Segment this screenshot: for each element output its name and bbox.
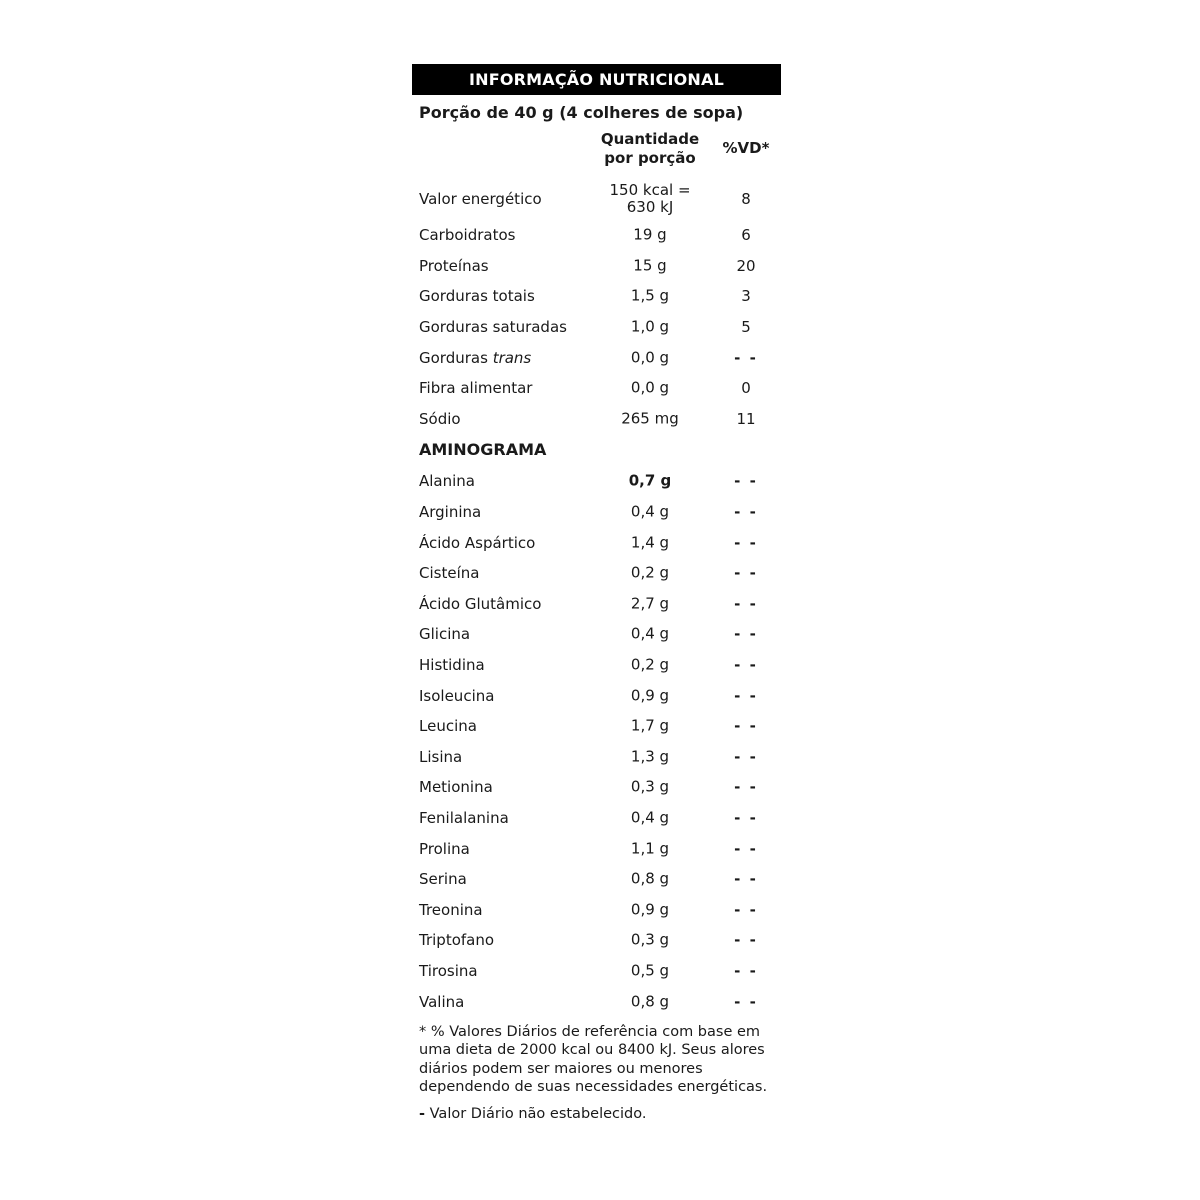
nutrient-name-prefix: Gorduras xyxy=(419,348,493,367)
aminoacid-row xyxy=(412,711,781,742)
nutrient-quantity: 15 g xyxy=(633,256,667,275)
aminoacid-row xyxy=(412,986,781,1017)
aminoacid-name: Valina xyxy=(419,992,465,1011)
nutrient-quantity: 1,5 g xyxy=(630,286,670,305)
nutrient-row-trans-fat xyxy=(412,342,781,373)
aminoacid-name: Tirosina xyxy=(419,961,478,980)
aminoacid-row xyxy=(412,589,781,620)
column-headers xyxy=(412,130,781,178)
nutrient-quantity: 0,0 g xyxy=(630,348,670,367)
aminoacid-quantity: 0,9 g xyxy=(630,900,670,919)
aminoacid-quantity: 1,4 g xyxy=(630,533,670,552)
aminoacid-name: Cisteína xyxy=(419,564,480,583)
daily-value-footnote: * % Valores Diários de referência com base em uma dieta de 2000 kcal ou 8400 kJ. Seus alores diários podem ser maiores ou menores dependendo de suas necessidades energéticas. xyxy=(419,1023,768,1096)
aminoacid-name: Glicina xyxy=(419,625,471,644)
aminoacid-name: Serina xyxy=(419,870,467,889)
aminoacid-name: Alanina xyxy=(419,472,475,491)
aminoacid-daily-value: - - xyxy=(734,564,758,583)
header-daily-value: %VD* xyxy=(722,139,770,157)
aminoacid-row xyxy=(412,803,781,834)
aminoacid-daily-value: - - xyxy=(734,472,758,491)
aminoacid-name: Triptofano xyxy=(419,931,495,950)
nutrient-name: Valor energético xyxy=(419,190,542,208)
legend-mark: - xyxy=(419,1106,426,1123)
nutrient-row-proteins xyxy=(412,251,781,282)
aminoacid-daily-value: - - xyxy=(734,931,758,950)
nutrient-daily-value: 5 xyxy=(741,318,751,337)
aminoacid-daily-value: - - xyxy=(734,503,758,522)
aminoacid-daily-value: - - xyxy=(734,839,758,858)
aminoacid-quantity: 1,3 g xyxy=(630,747,670,766)
serving-size: Porção de 40 g (4 colheres de sopa) xyxy=(419,103,744,122)
aminoacid-daily-value: - - xyxy=(734,594,758,613)
nutrients-table xyxy=(412,178,781,434)
nutrient-quantity-line1: 150 kcal = xyxy=(609,181,691,199)
nutrient-quantity: 265 mg xyxy=(621,409,679,428)
aminoacid-daily-value: - - xyxy=(734,992,758,1011)
aminoacid-quantity: 0,4 g xyxy=(630,808,670,827)
aminoacid-row xyxy=(412,894,781,925)
nutrient-daily-value: 11 xyxy=(736,409,756,428)
aminoacid-daily-value: - - xyxy=(734,747,758,766)
aminoacid-row xyxy=(412,925,781,956)
nutrient-row-total-fat xyxy=(412,281,781,312)
aminoacid-quantity: 2,7 g xyxy=(630,594,670,613)
nutrient-daily-value: 20 xyxy=(736,256,756,275)
nutrient-name: Proteínas xyxy=(419,256,489,275)
nutrient-daily-value: 3 xyxy=(741,287,751,306)
aminoacid-daily-value: - - xyxy=(734,870,758,889)
aminoacid-daily-value: - - xyxy=(734,778,758,797)
aminoacid-daily-value: - - xyxy=(734,961,758,980)
aminoacid-name: Isoleucina xyxy=(419,686,495,705)
aminoacid-quantity: 1,7 g xyxy=(630,716,670,735)
nutrient-daily-value: 0 xyxy=(741,379,751,398)
aminoacid-daily-value: - - xyxy=(734,900,758,919)
aminoacid-name: Leucina xyxy=(419,717,477,736)
header-quantity-line1: Quantidade xyxy=(600,130,700,148)
aminoacid-row xyxy=(412,619,781,650)
header-quantity-line2: por porção xyxy=(604,149,696,167)
nutrient-quantity xyxy=(595,182,705,216)
aminoacid-quantity: 0,8 g xyxy=(630,992,670,1011)
aminoacid-daily-value: - - xyxy=(734,686,758,705)
nutrient-quantity: 1,0 g xyxy=(630,317,670,336)
aminogram-table xyxy=(412,466,781,1017)
aminoacid-row xyxy=(412,833,781,864)
aminoacid-name: Treonina xyxy=(419,900,483,919)
nutrient-row-energy xyxy=(412,178,781,220)
aminoacid-name: Lisina xyxy=(419,747,463,766)
nutrient-row-carbohydrates xyxy=(412,220,781,251)
aminoacid-row xyxy=(412,772,781,803)
nutrient-daily-value: 6 xyxy=(741,226,751,245)
aminoacid-quantity: 0,5 g xyxy=(630,961,670,980)
aminoacid-quantity: 0,7 g xyxy=(628,471,672,490)
nutrient-name: Sódio xyxy=(419,409,461,428)
aminoacid-quantity: 0,2 g xyxy=(630,655,670,674)
aminoacid-row xyxy=(412,742,781,773)
aminoacid-name: Ácido Aspártico xyxy=(419,533,536,552)
aminoacid-row xyxy=(412,466,781,497)
aminoacid-row xyxy=(412,956,781,987)
aminoacid-quantity: 0,3 g xyxy=(630,930,670,949)
aminoacid-row xyxy=(412,864,781,895)
nutrient-quantity: 19 g xyxy=(633,225,667,244)
nutrient-row-fiber xyxy=(412,373,781,404)
not-established-legend xyxy=(412,1105,781,1123)
nutrient-name: Fibra alimentar xyxy=(419,379,533,398)
aminoacid-daily-value: - - xyxy=(734,625,758,644)
aminoacid-row xyxy=(412,497,781,528)
aminoacid-row xyxy=(412,558,781,589)
aminoacid-row xyxy=(412,527,781,558)
aminoacid-name: Metionina xyxy=(419,778,493,797)
aminoacid-quantity: 0,8 g xyxy=(630,869,670,888)
aminoacid-name: Histidina xyxy=(419,656,485,675)
nutrient-daily-value: - - xyxy=(734,348,758,367)
aminoacid-daily-value: - - xyxy=(734,656,758,675)
nutrition-facts-label xyxy=(412,64,781,1123)
aminoacid-quantity: 0,4 g xyxy=(630,624,670,643)
nutrient-quantity: 0,0 g xyxy=(630,378,670,397)
nutrient-name-italic: trans xyxy=(492,348,532,367)
aminoacid-quantity: 1,1 g xyxy=(630,839,670,858)
header-quantity xyxy=(595,130,705,168)
aminoacid-name: Arginina xyxy=(419,503,482,522)
label-title: INFORMAÇÃO NUTRICIONAL xyxy=(412,64,781,95)
aminoacid-quantity: 0,4 g xyxy=(630,502,670,521)
legend-text: Valor Diário não estabelecido. xyxy=(425,1106,647,1123)
aminoacid-name: Prolina xyxy=(419,839,470,858)
nutrient-name: Gorduras saturadas xyxy=(419,318,567,337)
aminoacid-quantity: 0,3 g xyxy=(630,777,670,796)
nutrient-name xyxy=(419,349,531,367)
aminoacid-row xyxy=(412,680,781,711)
aminoacid-quantity: 0,9 g xyxy=(630,686,670,705)
aminoacid-daily-value: - - xyxy=(734,533,758,552)
aminoacid-daily-value: - - xyxy=(734,717,758,736)
nutrient-row-saturated-fat xyxy=(412,312,781,343)
aminoacid-name: Ácido Glutâmico xyxy=(419,594,542,613)
aminoacid-quantity: 0,2 g xyxy=(630,563,670,582)
aminoacid-daily-value: - - xyxy=(734,808,758,827)
aminoacid-row xyxy=(412,650,781,681)
nutrient-row-sodium xyxy=(412,404,781,435)
aminoacid-name: Fenilalanina xyxy=(419,808,509,827)
nutrient-quantity-line2: 630 kJ xyxy=(626,198,674,216)
nutrient-daily-value: 8 xyxy=(741,190,751,208)
nutrient-name: Gorduras totais xyxy=(419,287,535,306)
aminogram-title: AMINOGRAMA xyxy=(419,440,547,460)
nutrient-name: Carboidratos xyxy=(419,226,516,245)
